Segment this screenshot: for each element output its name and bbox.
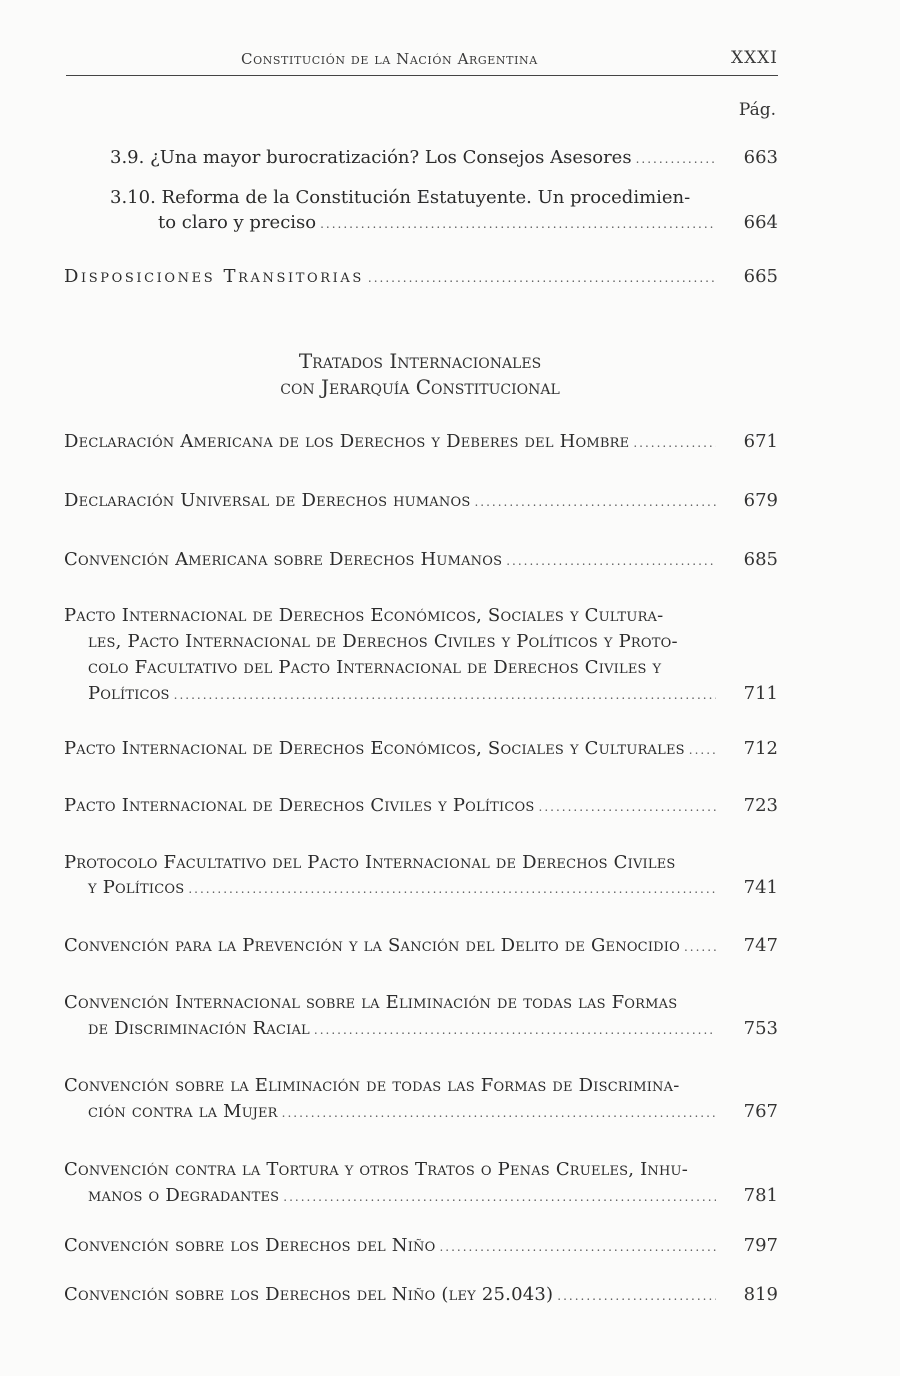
leader-dots — [320, 211, 716, 236]
toc-page-number: 711 — [743, 683, 778, 704]
leader-dots — [633, 430, 716, 455]
toc-page-number: 712 — [743, 738, 778, 759]
running-header — [66, 46, 778, 76]
toc-entry-text: 3.10. Reforma de la Constitución Estatuyente. Un procedimien- — [110, 187, 691, 208]
toc-subentry-3-9[interactable] — [110, 146, 720, 171]
section-heading-line-1: Tratados Internacionales — [298, 349, 542, 373]
header-rule — [66, 75, 778, 76]
toc-page-number: 819 — [743, 1284, 778, 1305]
leader-dots — [283, 1184, 716, 1209]
toc-entry-treaty[interactable] — [64, 1283, 720, 1308]
toc-entry-text: ción contra la Mujer — [88, 1101, 278, 1122]
toc-page-number: 663 — [743, 147, 778, 168]
leader-dots — [506, 548, 716, 573]
toc-entry-text: Declaración Americana de los Derechos y Deberes del Hombre — [64, 431, 630, 452]
toc-subentry-3-10-cont[interactable] — [158, 211, 720, 236]
toc-entry-text: Disposiciones Transitorias — [64, 266, 364, 287]
running-title: Constitución de la Nación Argentina — [241, 50, 538, 68]
toc-entry-text: colo Facultativo del Pacto Internacional de Derechos Civiles y — [88, 657, 662, 678]
toc-subentry-3-10[interactable] — [110, 186, 720, 210]
toc-entry-treaty[interactable] — [64, 430, 720, 455]
toc-page-number: 665 — [743, 266, 778, 287]
toc-entry-treaty[interactable] — [64, 934, 720, 959]
toc-entry-text: Convención para la Prevención y la Sanción del Delito de Genocidio — [64, 935, 680, 956]
toc-entry-treaty-cont[interactable] — [88, 1184, 720, 1209]
toc-entry-text: Pacto Internacional de Derechos Económicos, Sociales y Cultura- — [64, 605, 664, 626]
toc-entry-text: Convención contra la Tortura y otros Tratos o Penas Crueles, Inhu- — [64, 1159, 688, 1180]
toc-entry-treaty-cont[interactable] — [88, 682, 720, 707]
toc-entry-treaty-cont[interactable] — [88, 656, 720, 680]
toc-entry-treaty[interactable] — [64, 794, 720, 819]
toc-entry-treaty[interactable] — [64, 548, 720, 573]
toc-entry-treaty[interactable] — [64, 851, 720, 875]
toc-page-number: 747 — [743, 935, 778, 956]
toc-entry-text: Convención sobre la Eliminación de todas las Formas de Discrimina- — [64, 1075, 680, 1096]
toc-entry-text: Convención Americana sobre Derechos Humanos — [64, 549, 503, 570]
toc-page-number: 664 — [743, 212, 778, 233]
leader-dots — [174, 682, 716, 707]
toc-page-number: 741 — [743, 877, 778, 898]
toc-entry-text: Protocolo Facultativo del Pacto Internacional de Derechos Civiles — [64, 852, 676, 873]
leader-dots — [439, 1234, 716, 1259]
toc-entry-text: les, Pacto Internacional de Derechos Civiles y Políticos y Proto- — [88, 631, 678, 652]
toc-page-number: 679 — [743, 490, 778, 511]
toc-page-number: 671 — [743, 431, 778, 452]
toc-entry-transitorias[interactable] — [64, 265, 720, 290]
toc-entry-text: Declaración Universal de Derechos humanos — [64, 490, 471, 511]
toc-entry-treaty-cont[interactable] — [88, 1100, 720, 1125]
toc-page-number: 767 — [743, 1101, 778, 1122]
leader-dots — [689, 737, 716, 762]
toc-entry-text: y Políticos — [88, 877, 185, 898]
leader-dots — [557, 1283, 716, 1308]
page-folio: XXXI — [730, 48, 778, 68]
page-column-label: Pág. — [738, 100, 776, 120]
toc-entry-text: Convención Internacional sobre la Eliminación de todas las Formas — [64, 992, 678, 1013]
toc-entry-treaty[interactable] — [64, 1158, 720, 1182]
toc-entry-treaty[interactable] — [64, 1074, 720, 1098]
toc-entry-treaty[interactable] — [64, 1234, 720, 1259]
leader-dots — [474, 489, 716, 514]
toc-entry-text: manos o Degradantes — [88, 1185, 280, 1206]
section-heading — [0, 348, 840, 400]
toc-page-number: 797 — [743, 1235, 778, 1256]
leader-dots — [539, 794, 717, 819]
section-heading-line-2: con Jerarquía Constitucional — [280, 375, 560, 399]
leader-dots — [684, 934, 716, 959]
leader-dots — [314, 1017, 716, 1042]
toc-entry-treaty-cont[interactable] — [88, 630, 720, 654]
toc-entry-treaty[interactable] — [64, 991, 720, 1015]
leader-dots — [368, 265, 716, 290]
toc-entry-text: 3.9. ¿Una mayor burocratización? Los Consejos Asesores — [110, 147, 632, 168]
toc-entry-text: Convención sobre los Derechos del Niño (ley 25.043) — [64, 1284, 554, 1305]
toc-entry-text: Pacto Internacional de Derechos Económicos, Sociales y Culturales — [64, 738, 685, 759]
toc-page-number: 781 — [743, 1185, 778, 1206]
toc-entry-text: Convención sobre los Derechos del Niño — [64, 1235, 436, 1256]
leader-dots — [188, 876, 716, 901]
toc-page-number: 723 — [743, 795, 778, 816]
toc-entry-text: Pacto Internacional de Derechos Civiles y Políticos — [64, 795, 535, 816]
leader-dots — [282, 1100, 716, 1125]
toc-page-number: 685 — [743, 549, 778, 570]
toc-entry-treaty-cont[interactable] — [88, 1017, 720, 1042]
toc-entry-text: to claro y preciso — [158, 212, 317, 233]
toc-entry-text: de Discriminación Racial — [88, 1018, 310, 1039]
toc-entry-treaty-cont[interactable] — [88, 876, 720, 901]
toc-page-number: 753 — [743, 1018, 778, 1039]
leader-dots — [636, 146, 716, 171]
toc-entry-treaty[interactable] — [64, 489, 720, 514]
toc-entry-treaty[interactable] — [64, 737, 720, 762]
toc-entry-treaty[interactable] — [64, 604, 720, 628]
toc-entry-text: Políticos — [88, 683, 170, 704]
